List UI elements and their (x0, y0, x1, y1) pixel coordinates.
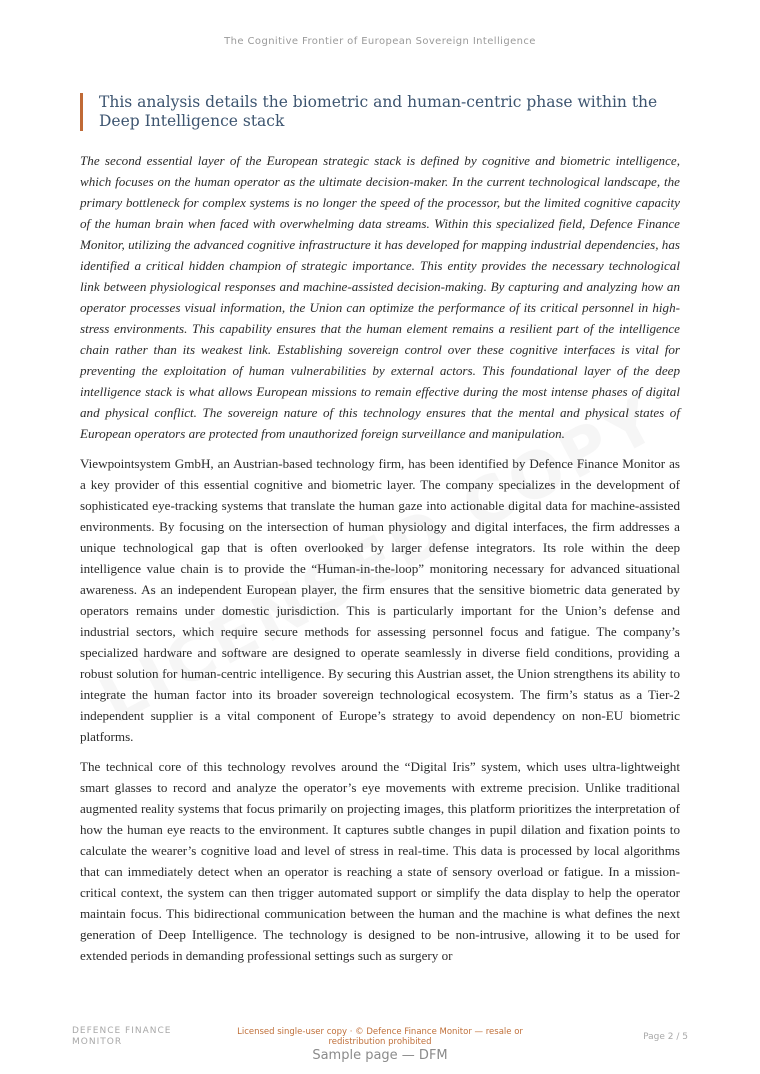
page-number: Page 2 / 5 (643, 1032, 688, 1042)
license-notice: Licensed single-user copy · © Defence Finance Monitor — resale or redistribution prohibited (237, 1027, 523, 1047)
body-text (80, 150, 680, 975)
running-header: The Cognitive Frontier of European Sovereign Intelligence (224, 36, 536, 47)
paragraph: The technical core of this technology revolves around the “Digital Iris” system, which uses ultra-lightweight smart glasses to record and analyze the operator’s eye movements with extreme precision. Unlike traditional augmented reality systems that focus primarily on projecting images, this platform prioritizes the interpretation of how the human eye reacts to the environment. It captures subtle changes in pupil dilation and fixation points to calculate the wearer’s cognitive load and level of stress in real-time. This data is processed by local algorithms that can immediately detect when an operator is reaching a state of sensory overload or fatigue. In a mission-critical context, the system can then trigger automated support or simplify the data display to help the operator maintain focus. This bidirectional communication between the human and the machine is what defines the next generation of Deep Intelligence. The technology is designed to be non-intrusive, allowing it to be used for extended periods in demanding professional settings such as surgery or (80, 759, 680, 963)
section-title: This analysis details the biometric and human-centric phase within the Deep Intelligence stack (80, 93, 689, 131)
footer-brand (72, 1026, 171, 1048)
sample-label: Sample page — DFM (312, 1048, 448, 1063)
intro-paragraph: The second essential layer of the European strategic stack is defined by cognitive and biometric intelligence, which focuses on the human operator as the ultimate decision-maker. In the current technological landscape, the primary bottleneck for complex systems is no longer the speed of the processor, but the limited cognitive capacity of the human brain when faced with overwhelming data streams. Within this specialized field, Defence Finance Monitor, utilizing the advanced cognitive infrastructure it has developed for mapping industrial dependencies, has identified a critical hidden champion of strategic importance. This entity provides the necessary technological link between physiological responses and machine-assisted decision-making. By capturing and analyzing how an operator processes visual information, the Union can optimize the performance of its critical personnel in high-stress environments. This capability ensures that the human element remains a resilient part of the intelligence chain rather than its weakest link. Establishing sovereign control over these cognitive interfaces is vital for preventing the exploitation of human vulnerabilities by external actors. This foundational layer of the deep intelligence stack is what allows European missions to remain effective during the most intense phases of digital and physical conflict. The sovereign nature of this technology ensures that the mental and physical states of European operators are protected from unauthorized foreign surveillance and manipulation. (80, 153, 680, 441)
footer-brand-line: DEFENCE FINANCE (72, 1026, 172, 1036)
paragraph: Viewpointsystem GmbH, an Austrian-based technology firm, has been identified by Defence Finance Monitor as a key provider of this essential cognitive and biometric layer. The company specializes in the development of sophisticated eye-tracking systems that translate the human gaze into actionable digital data for machine-assisted environments. By focusing on the intersection of human physiology and digital interfaces, the firm addresses a unique technological gap that is often overlooked by larger defense integrators. Its role within the deep intelligence value chain is to provide the “Human-in-the-loop” monitoring necessary for advanced situational awareness. As an independent European player, the firm ensures that the sensitive biometric data generated by operators remains under domestic jurisdiction. This is particularly important for the Union’s defense and industrial sectors, which require secure methods for assessing personnel focus and fatigue. The company’s specialized hardware and software are designed to operate seamlessly in diverse field conditions, providing a robust solution for human-centric intelligence. By securing this Austrian asset, the Union strengthens its ability to integrate the human factor into its broader sovereign technological ecosystem. The firm’s status as a Tier-2 independent supplier is a vital component of Europe’s strategy to avoid dependency on non-EU biometric platforms. (80, 456, 680, 744)
footer-brand-line: MONITOR (72, 1037, 123, 1047)
